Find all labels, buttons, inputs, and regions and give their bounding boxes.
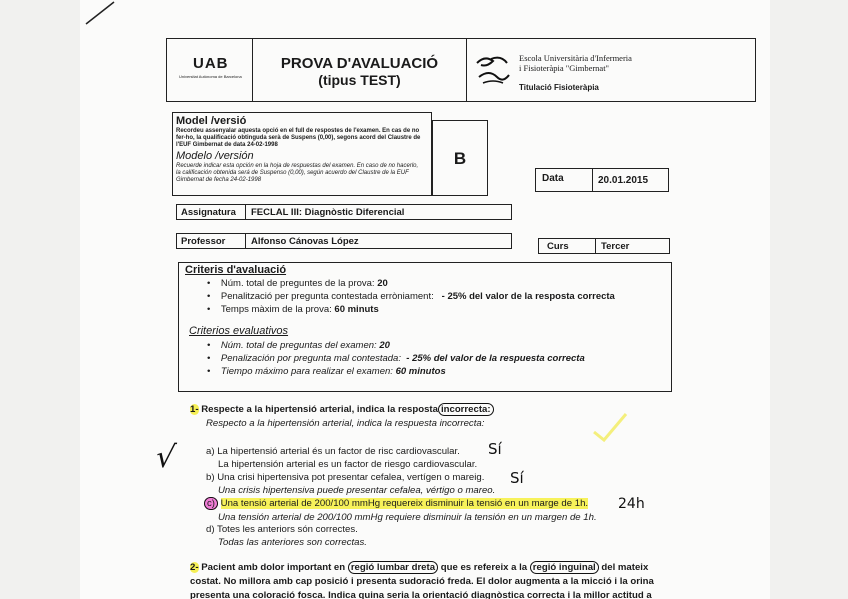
q1-option-c-es: Una tensión arterial de 200/100 mmHg requiere disminuir la tensión en un margen de 1h. bbox=[218, 512, 597, 523]
criteria-item-ca-2: • Penalització per pregunta contestada erròniament: - 25% del valor de la resposta correcta bbox=[207, 291, 615, 302]
criteria-item-ca-3: • Temps màxim de la prova: 60 minuts bbox=[207, 304, 379, 315]
model-value: B bbox=[453, 149, 467, 168]
date-divider bbox=[592, 169, 593, 191]
q1-title-es: Respecto a la hipertensión arterial, indica la respuesta incorrecta: bbox=[206, 418, 485, 429]
date-field bbox=[535, 168, 669, 192]
q2-number: 2- bbox=[190, 562, 199, 573]
exam-subtitle: (tipus TEST) bbox=[318, 72, 401, 88]
q1-circled-word: incorrecta: bbox=[438, 403, 494, 416]
q1-note-a: Sí bbox=[488, 440, 502, 458]
q1-option-c bbox=[204, 498, 588, 509]
q1-note-c: 24h bbox=[618, 496, 645, 512]
criteria-item-es-3: • Tiempo máximo para realizar el examen: 60 minutos bbox=[207, 366, 446, 377]
q1-note-b: Sí bbox=[510, 469, 524, 487]
q2-line-2: costat. No millora amb cap posició i presenta sudoració freda. El dolor augmenta a la micció i la orina bbox=[190, 576, 654, 587]
model-title-ca: Model /versió bbox=[176, 115, 247, 127]
professor-field bbox=[176, 233, 512, 249]
course-field bbox=[538, 238, 670, 254]
exam-header bbox=[166, 38, 756, 102]
q1-option-b-es: Una crisis hipertensiva puede presentar cefalea, vértigo o mareo. bbox=[218, 485, 496, 496]
q1-option-c-text: Una tensió arterial de 200/100 mmHg requereix disminuir la tensió en un marge de 1h. bbox=[220, 498, 589, 509]
q1-option-c-letter: c) bbox=[204, 497, 218, 510]
q2-circled-2: regió inguinal bbox=[530, 561, 599, 574]
subject-field bbox=[176, 204, 512, 220]
q1-option-b: b) Una crisi hipertensiva pot presentar cefalea, vertígen o mareig. bbox=[206, 472, 485, 483]
exam-title: PROVA D'AVALUACIÓ bbox=[280, 55, 439, 72]
criteria-title-ca: Criteris d'avaluació bbox=[185, 264, 287, 276]
subject-label: Assignatura bbox=[181, 207, 236, 218]
criteria-item-ca-1: • Núm. total de preguntes de la prova: 20 bbox=[207, 278, 388, 289]
school-name-1: Escola Universitària d'Infermeria bbox=[519, 53, 632, 63]
q1-option-a-es: La hipertensión arterial es un factor de riesgo cardiovascular. bbox=[218, 459, 478, 470]
subject-divider bbox=[245, 205, 246, 219]
q2-line-3: presenta una coloració fosca. Indica quina seria la orientació diagnòstica correcta i la millor actitud a bbox=[190, 590, 652, 599]
q1-option-a: a) La hipertensió arterial és un factor de risc cardiovascular. bbox=[206, 446, 460, 457]
professor-divider bbox=[245, 234, 246, 248]
course-divider bbox=[595, 239, 596, 253]
corner-pen-stroke-icon bbox=[84, 0, 124, 26]
date-value: 20.01.2015 bbox=[598, 175, 649, 186]
q1-option-d-es: Todas las anteriores son correctas. bbox=[218, 537, 367, 548]
degree-name: Titulació Fisioteràpia bbox=[519, 83, 599, 92]
professor-value: Alfonso Cánovas López bbox=[251, 236, 359, 247]
model-text-es: Recuerde indicar esta opción en la hoja de respuestas del examen. En caso de no hacerlo, la calificación obtenida será de Suspenso (0,00), según acuerdo del Claustre de la EUF Gimbernat de fecha 24-02-1998 bbox=[176, 163, 419, 183]
date-label: Data bbox=[542, 173, 564, 184]
criteria-title-es: Criterios evaluativos bbox=[189, 325, 289, 337]
q1-option-d: d) Totes les anteriors són correctes. bbox=[206, 524, 358, 535]
model-version-box bbox=[172, 112, 432, 196]
course-value: Tercer bbox=[601, 241, 630, 252]
model-text-ca: Recordeu assenyalar aquesta opció en el full de respostes de l'examen. En cas de no fer-ho, la qualificació obtinguda serà de Suspens (0,00), segons acord del Claustre de l'EUF Gimbernat de data 24-02-1998 bbox=[176, 128, 421, 148]
exam-title-cell bbox=[253, 39, 467, 101]
criteria-box bbox=[178, 262, 672, 392]
model-title-es: Modelo /versión bbox=[176, 150, 254, 162]
exam-page bbox=[80, 0, 770, 599]
check-mark-icon: √ bbox=[153, 440, 178, 475]
highlighter-tick-icon bbox=[590, 410, 630, 444]
uab-logo-cell bbox=[167, 39, 253, 101]
q2-circled-1: regió lumbar dreta bbox=[348, 561, 438, 574]
q1-title: 1- Respecte a la hipertensió arterial, indica la resposta incorrecta: bbox=[190, 404, 494, 415]
uab-logo-subtitle: Universitat Autònoma de Barcelona bbox=[179, 74, 242, 79]
criteria-item-es-1: • Núm. total de preguntas del examen: 20 bbox=[207, 340, 390, 351]
criteria-item-es-2: • Penalización por pregunta mal contestada: - 25% del valor de la respuesta correcta bbox=[207, 353, 585, 364]
model-value-box bbox=[432, 120, 488, 196]
course-label: Curs bbox=[547, 241, 569, 252]
subject-value: FECLAL III: Diagnòstic Diferencial bbox=[251, 207, 405, 218]
q1-number: 1- bbox=[190, 404, 199, 415]
uab-logo: UAB bbox=[193, 55, 229, 72]
professor-label: Professor bbox=[181, 236, 226, 247]
school-name-2: i Fisioteràpia "Gimbernat" bbox=[519, 63, 610, 73]
q2-line-1: 2- Pacient amb dolor important en regió lumbar dreta que es refereix a la regió inguinal del mateix bbox=[190, 562, 649, 573]
gimbernat-logo-icon bbox=[473, 53, 513, 87]
